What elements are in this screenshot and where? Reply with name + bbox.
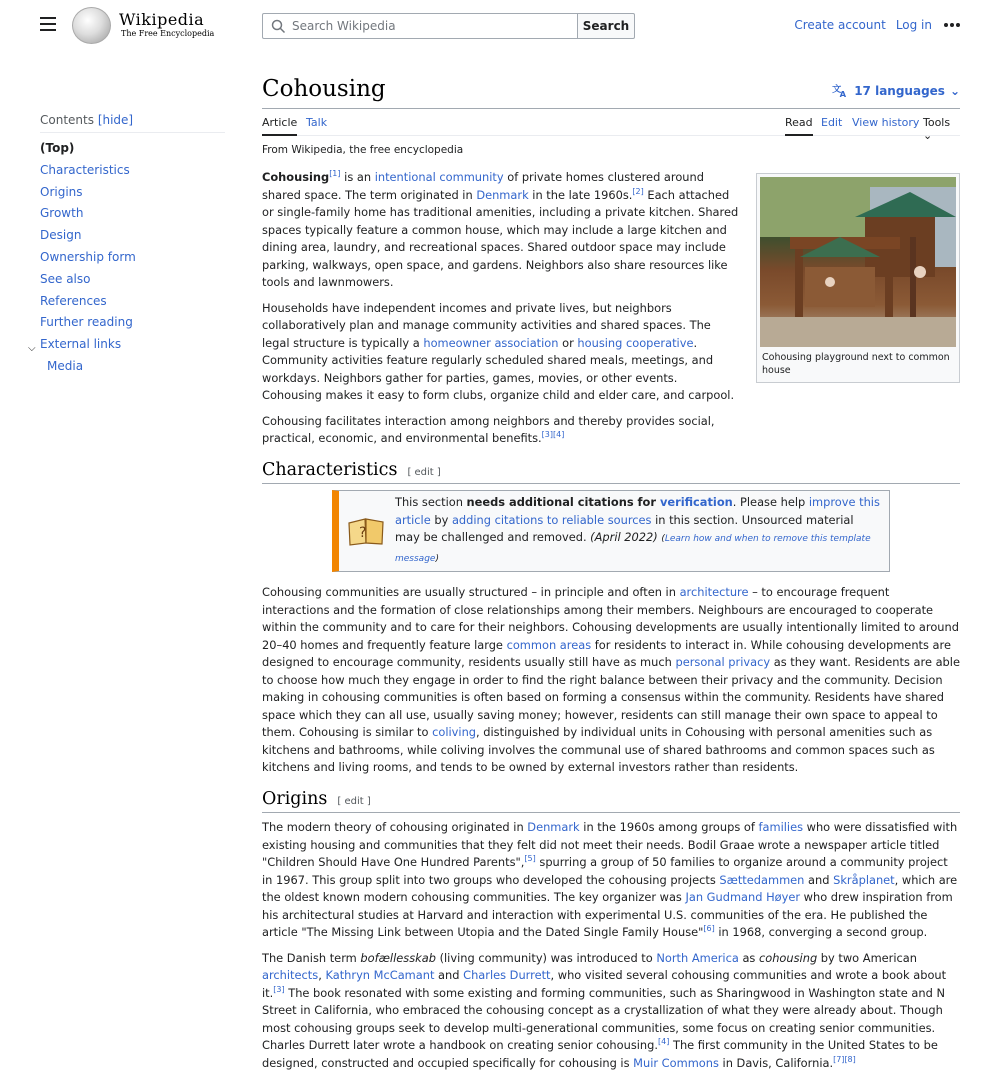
main-menu-button[interactable] [40,17,56,31]
link-charles-durrett[interactable]: Charles Durrett [463,968,551,982]
translate-icon [832,83,849,98]
link-personal-privacy[interactable]: personal privacy [675,655,771,669]
toc-item-ownership-form[interactable]: Ownership form [40,249,136,264]
site-subtitle: From Wikipedia, the free encyclopedia [262,144,464,156]
citation-needed-notice: ? This section needs additional citations for verification. Please help improve this article by adding citations to reliable sources in this section. Unsourced material may be challenged and removed. (April 2022) (Learn how and when to remove this template message) [332,490,890,572]
search-button[interactable]: Search [577,13,635,39]
toc-item-design[interactable]: Design [40,228,82,243]
toc-item-characteristics[interactable]: Characteristics [40,162,130,177]
link-jan-gudmand-hoyer[interactable]: Jan Gudmand Høyer [685,890,801,904]
link-housing-cooperative[interactable]: housing cooperative [577,335,694,350]
ref-3[interactable]: [3] [273,984,285,994]
chevron-down-icon: ⌄ [923,129,933,142]
tab-edit[interactable]: Edit [821,116,843,129]
origins-paragraph-1: The modern theory of cohousing originated in Denmark in the 1960s among groups of families who were dissatisfied with existing housing and communities that they felt did not meet their needs. Bodil Graae wrote a newspaper article titled "Children Should Have One Hundred Parents",[5] spurring a group of 50 families to organize around a community project in 1967. This group split into two groups who developed the cohousing projects Sættedammen and Skråplanet, which are the oldest known modern cohousing communities. The key organizer was Jan Gudmand Høyer who drew inspiration from his architectural studies at Harvard and interaction with experimental U.S. communities of the era. He published the article "The Missing Link between Utopia and the Dated Single Family House"[6] in 1968, converging a second group. [262,820,958,939]
toc-item-top[interactable]: (Top) [40,141,75,155]
tab-read[interactable]: Read [785,116,813,136]
link-skraplanet[interactable]: Skråplanet [833,872,895,887]
ref-4[interactable]: [4] [553,430,565,440]
language-count[interactable]: 17 languages [854,83,945,98]
ref-8[interactable]: [8] [844,1054,856,1064]
characteristics-paragraph: Cohousing communities are usually structured – in principle and often in architecture – to encourage frequent interactions and the formation of close relationships among their members. Neighbours are encouraged to cooperate within the community and to care for their neighbors. Cohousing developments are usually intentionally limited to around 20–40 homes and frequently feature large common areas for residents to interact in. While cohousing developments are designed to encourage community, residents usually still have as much personal privacy as they want. Residents are able to choose how much they engage in order to find the right balance between their privacy and the community. Decision making in cohousing communities is often based on forming a consensus within the community. Residents have shared space which they can all use, usually saving money; however, residents can still manage their own space to appeal to them. Cohousing is similar to coliving, distinguished by individual units in Cohousing with personal amenities such as kitchens and bathrooms, while coliving involves the communal use of shared bathrooms and common spaces such as kitchens and living rooms, and tends to be owned by external investors rather than residents. [262,585,960,774]
log-in-link[interactable]: Log in [895,18,932,32]
link-families[interactable]: families [758,820,804,834]
section-heading-characteristics: Characteristics [ edit ] [262,462,960,485]
thumbnail-caption: Cohousing playground next to common house [762,352,950,376]
ref-5[interactable]: [5] [524,854,536,864]
ref-2[interactable]: [2] [632,186,644,196]
link-coliving[interactable]: coliving [432,725,477,739]
more-options-icon[interactable] [944,23,960,27]
edit-section-link[interactable]: [ edit ] [407,466,441,478]
tab-talk[interactable]: Talk [306,116,328,129]
chevron-down-icon[interactable]: ⌵ [28,343,36,355]
language-button[interactable] [832,83,960,98]
toc-hide-button[interactable]: [hide] [97,113,134,127]
toc-item-further-reading[interactable]: Further reading [40,315,133,330]
tab-article[interactable]: Article [262,116,297,136]
link-denmark[interactable]: Denmark [527,820,580,834]
tab-view-history[interactable]: View history [852,116,920,129]
toc-title: Contents [40,113,94,127]
toc-item-see-also[interactable]: See also [40,271,91,286]
search-field[interactable] [262,13,578,39]
table-of-contents [28,113,225,378]
search-input[interactable] [292,19,562,33]
svg-text:文: 文 [832,84,842,96]
wikipedia-tagline: The Free Encyclopedia [121,29,215,38]
tools-menu[interactable] [923,116,960,142]
link-intentional-community[interactable]: intentional community [374,170,504,184]
toc-item-growth[interactable]: Growth [40,206,84,221]
section-heading-origins: Origins [ edit ] [262,791,960,814]
ref-6[interactable]: [6] [703,924,715,934]
link-muir-commons[interactable]: Muir Commons [633,1055,719,1070]
wikipedia-wordmark[interactable]: Wikipedia [119,10,205,29]
page-title: Cohousing [262,76,386,102]
link-saettedammen[interactable]: Sættedammen [719,872,805,887]
chevron-down-icon: ⌄ [949,83,960,98]
search-icon [271,19,286,34]
book-question-icon [347,494,387,568]
toc-item-label[interactable]: External links [40,337,122,352]
lead-paragraph-3: Cohousing facilitates interaction among neighbors and thereby provides social, practical, economic, and environmental benefits.[3][4] [262,413,715,445]
thumbnail-figure [756,173,960,383]
link-denmark[interactable]: Denmark [476,187,529,202]
link-homeowner-association[interactable]: homeowner association [423,335,559,350]
toc-item-references[interactable]: References [40,293,107,308]
svg-text:?: ? [359,525,367,541]
link-kathryn-mccamant[interactable]: Kathryn McCamant [325,968,435,982]
edit-section-link[interactable]: [ edit ] [337,795,371,807]
ref-7[interactable]: [7] [833,1054,845,1064]
link-architecture[interactable]: architecture [679,585,749,599]
link-learn-template[interactable]: Learn how and when to remove this template message [395,534,871,564]
link-common-areas[interactable]: common areas [506,637,592,652]
toc-item-media[interactable]: Media [47,358,84,373]
link-verification[interactable]: verification [659,495,733,509]
link-architects[interactable]: architects [262,968,319,982]
link-adding-citations[interactable]: adding citations to reliable sources [451,512,652,527]
ref-4[interactable]: [4] [658,1037,670,1047]
tools-label[interactable]: Tools [923,116,951,129]
lead-paragraph-1: Cohousing[1] is an intentional community of private homes clustered around shared space. The term originated in Denmark in the late 1960s.[2] Each attached or single-family home has traditional amenities, including a private kitchen. Shared spaces typically feature a common house, which may include a large kitchen and dining area, laundry, and recreational spaces. Shared outdoor space may include parking, walkways, open space, and gardens. Neighbors also share resources like tools and lawnmowers. [262,169,739,289]
svg-text:A: A [839,89,847,100]
origins-paragraph-2: The Danish term bofællesskab (living community) was introduced to North America as cohousing by two American architects, Kathryn McCamant and Charles Durrett, who visited several cohousing communities and wrote a book about it.[3] The book resonated with some existing and forming communities, such as Sharingwood in Washington state and N Street in California, who embraced the cohousing concept as a crystallization of what they were already about. Though most cohousing groups seek to develop multi-generational communities, some focus on creating senior communities. Charles Durrett later wrote a handbook on creating senior cohousing.[4] The first community in the United States to be designed, constructed and occupied specifically for cohousing is Muir Commons in Davis, California.[7][8] [262,950,947,1070]
ref-1[interactable]: [1] [329,169,341,179]
ref-3[interactable]: [3] [541,430,553,440]
link-north-america[interactable]: North America [656,950,739,965]
toc-item-origins[interactable]: Origins [40,184,83,199]
playground-image[interactable] [760,177,956,347]
wikipedia-globe-logo[interactable] [72,7,111,44]
link-improve-article[interactable]: improve this article [395,495,880,527]
lead-paragraph-2: Households have independent incomes and private lives, but neighbors collaboratively plan and manage community activities and shared spaces. The legal structure is typically a homeowner association or housing cooperative. Community activities feature regularly scheduled shared meals, meetings, and workdays. Neighbors gather for parties, games, movies, or other events. Cohousing makes it easy to form clubs, organize child and elder care, and carpool. [262,300,735,402]
toc-item-external-links[interactable] [28,334,225,356]
create-account-link[interactable]: Create account [794,18,886,32]
